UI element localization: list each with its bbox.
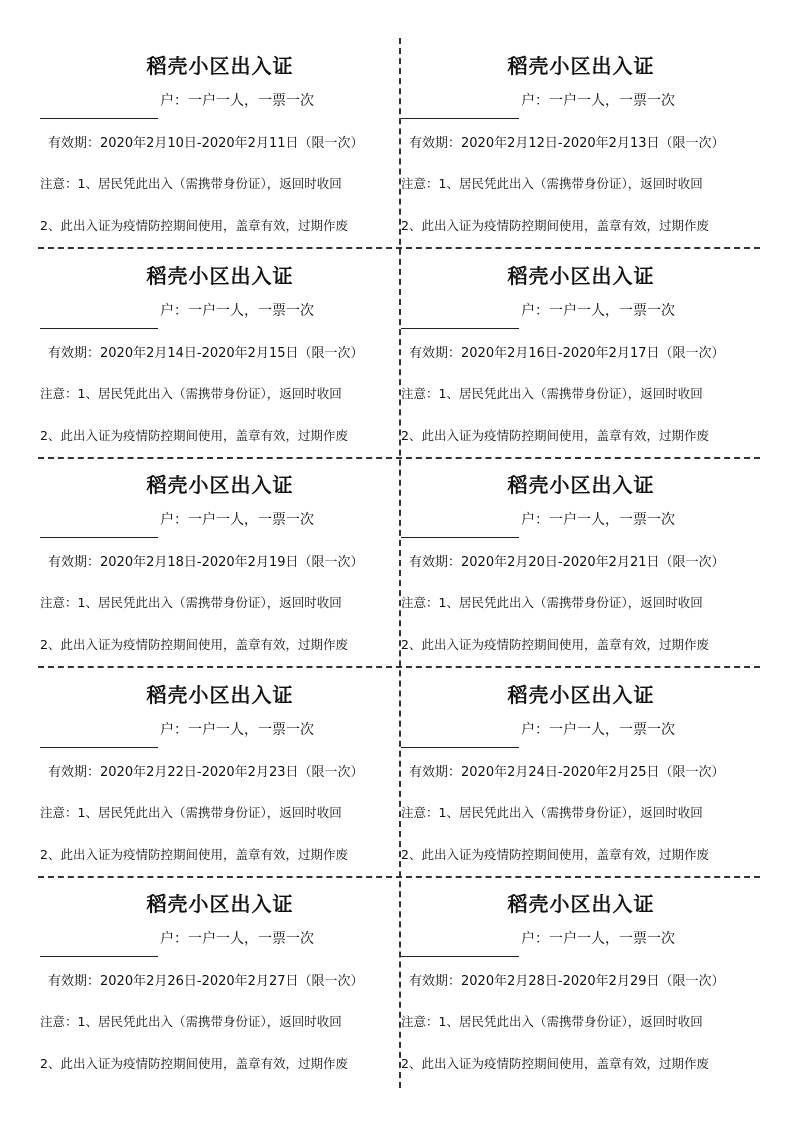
pass-note-2: 2、此出入证为疫情防控期间使用，盖章有效，过期作废 (40, 218, 348, 233)
pass-validity: 有效期：2020年2月24日-2020年2月25日（限一次） (409, 765, 725, 780)
pass-card (40, 876, 400, 1085)
pass-note-1: 注意：1、居民凭此出入（需携带身份证），返回时收回 (401, 386, 703, 401)
pass-note-2: 2、此出入证为疫情防控期间使用，盖章有效，过期作废 (401, 1056, 709, 1071)
household-blank-line (40, 328, 158, 329)
pass-card (401, 248, 761, 457)
pass-note-1: 注意：1、居民凭此出入（需携带身份证），返回时收回 (401, 176, 703, 191)
pass-validity: 有效期：2020年2月14日-2020年2月15日（限一次） (48, 346, 364, 361)
pass-validity: 有效期：2020年2月16日-2020年2月17日（限一次） (409, 346, 725, 361)
pass-card (40, 667, 400, 876)
pass-validity: 有效期：2020年2月10日-2020年2月11日（限一次） (48, 136, 364, 151)
pass-rule: 户：一户一人，一票一次 (160, 303, 314, 319)
pass-title: 稻壳小区出入证 (507, 473, 655, 497)
household-blank-line (40, 537, 158, 538)
pass-title: 稻壳小区出入证 (507, 264, 655, 288)
pass-note-2: 2、此出入证为疫情防控期间使用，盖章有效，过期作废 (401, 847, 709, 862)
household-blank-line (40, 118, 158, 119)
pass-card (40, 38, 400, 247)
pass-rule: 户：一户一人，一票一次 (521, 722, 675, 738)
pass-note-2: 2、此出入证为疫情防控期间使用，盖章有效，过期作废 (40, 847, 348, 862)
pass-title: 稻壳小区出入证 (507, 892, 655, 916)
pass-note-1: 注意：1、居民凭此出入（需携带身份证），返回时收回 (401, 595, 703, 610)
household-blank-line (401, 537, 519, 538)
household-blank-line (401, 118, 519, 119)
pass-note-1: 注意：1、居民凭此出入（需携带身份证），返回时收回 (40, 595, 342, 610)
household-blank-line (40, 747, 158, 748)
pass-rule: 户：一户一人，一票一次 (160, 512, 314, 528)
pass-note-2: 2、此出入证为疫情防控期间使用，盖章有效，过期作废 (40, 1056, 348, 1071)
household-blank-line (40, 956, 158, 957)
pass-title: 稻壳小区出入证 (146, 683, 294, 707)
pass-note-1: 注意：1、居民凭此出入（需携带身份证），返回时收回 (40, 176, 342, 191)
pass-note-1: 注意：1、居民凭此出入（需携带身份证），返回时收回 (401, 1014, 703, 1029)
pass-card (401, 876, 761, 1085)
pass-validity: 有效期：2020年2月18日-2020年2月19日（限一次） (48, 555, 364, 570)
pass-note-2: 2、此出入证为疫情防控期间使用，盖章有效，过期作废 (401, 637, 709, 652)
pass-validity: 有效期：2020年2月22日-2020年2月23日（限一次） (48, 765, 364, 780)
pass-note-2: 2、此出入证为疫情防控期间使用，盖章有效，过期作废 (40, 637, 348, 652)
pass-card (401, 38, 761, 247)
pass-rule: 户：一户一人，一票一次 (521, 512, 675, 528)
pass-rule: 户：一户一人，一票一次 (160, 722, 314, 738)
pass-note-2: 2、此出入证为疫情防控期间使用，盖章有效，过期作废 (401, 218, 709, 233)
pass-title: 稻壳小区出入证 (146, 54, 294, 78)
pass-note-2: 2、此出入证为疫情防控期间使用，盖章有效，过期作废 (401, 428, 709, 443)
household-blank-line (401, 328, 519, 329)
pass-note-1: 注意：1、居民凭此出入（需携带身份证），返回时收回 (40, 805, 342, 820)
pass-rule: 户：一户一人，一票一次 (521, 931, 675, 947)
pass-validity: 有效期：2020年2月28日-2020年2月29日（限一次） (409, 974, 725, 989)
pass-rule: 户：一户一人，一票一次 (521, 93, 675, 109)
pass-card (40, 457, 400, 666)
pass-validity: 有效期：2020年2月20日-2020年2月21日（限一次） (409, 555, 725, 570)
pass-card (401, 667, 761, 876)
pass-title: 稻壳小区出入证 (146, 264, 294, 288)
household-blank-line (401, 747, 519, 748)
pass-rule: 户：一户一人，一票一次 (160, 93, 314, 109)
pass-card (401, 457, 761, 666)
pass-validity: 有效期：2020年2月12日-2020年2月13日（限一次） (409, 136, 725, 151)
pass-title: 稻壳小区出入证 (146, 892, 294, 916)
pass-note-1: 注意：1、居民凭此出入（需携带身份证），返回时收回 (401, 805, 703, 820)
pass-note-1: 注意：1、居民凭此出入（需携带身份证），返回时收回 (40, 386, 342, 401)
pass-validity: 有效期：2020年2月26日-2020年2月27日（限一次） (48, 974, 364, 989)
pass-card (40, 248, 400, 457)
pass-title: 稻壳小区出入证 (507, 54, 655, 78)
pass-note-2: 2、此出入证为疫情防控期间使用，盖章有效，过期作废 (40, 428, 348, 443)
pass-note-1: 注意：1、居民凭此出入（需携带身份证），返回时收回 (40, 1014, 342, 1029)
pass-title: 稻壳小区出入证 (146, 473, 294, 497)
pass-rule: 户：一户一人，一票一次 (521, 303, 675, 319)
pass-rule: 户：一户一人，一票一次 (160, 931, 314, 947)
household-blank-line (401, 956, 519, 957)
pass-title: 稻壳小区出入证 (507, 683, 655, 707)
